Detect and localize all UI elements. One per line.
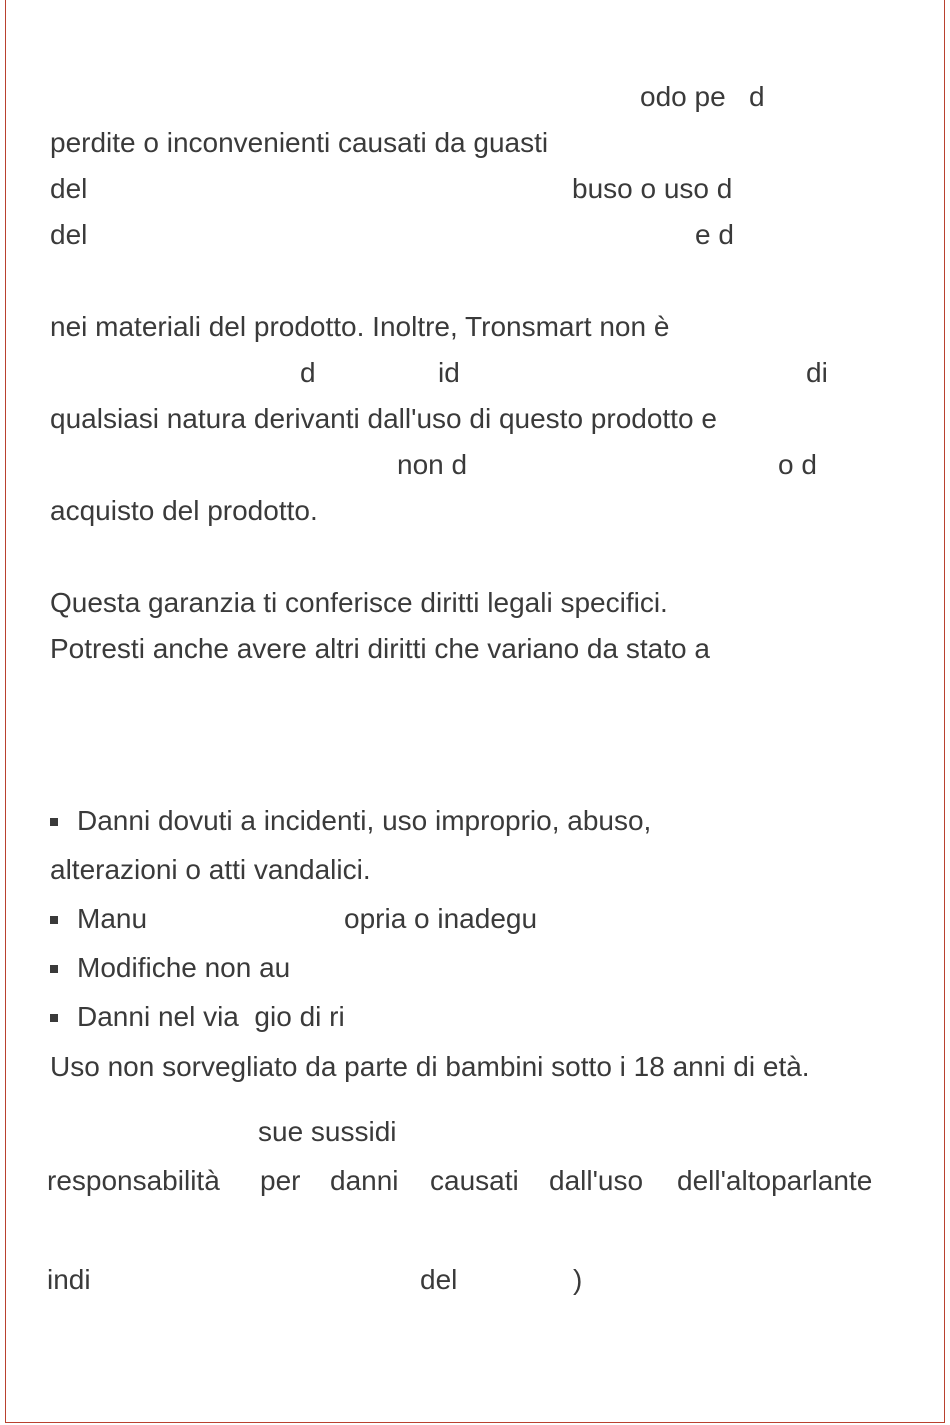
p3-line-1: sue sussidi bbox=[258, 1116, 397, 1147]
p3-word-6: dell'altoparlante bbox=[677, 1165, 873, 1196]
p1-line-6-c: di bbox=[806, 357, 828, 388]
exclusion-item-3: Modifiche non au bbox=[77, 952, 291, 983]
p3-word-3: danni bbox=[330, 1165, 399, 1196]
p1-line-3-start: del bbox=[50, 173, 88, 204]
p2-line-1: Questa garanzia ti conferisce diritti legali specifici. bbox=[50, 587, 668, 618]
exclusion-item-1: Danni dovuti a incidenti, uso improprio, abuso, bbox=[77, 805, 652, 836]
p1-line-1: odo pe d bbox=[640, 81, 765, 112]
p1-line-6-a: d bbox=[300, 357, 316, 388]
p1-line-7: qualsiasi natura derivanti dall'uso di questo prodotto e bbox=[50, 403, 717, 434]
p3-line-3-c: ) bbox=[573, 1264, 583, 1295]
exclusion-item-4: Danni nel via gio di ri bbox=[77, 1001, 345, 1032]
exclusion-item-2-start: Manu bbox=[77, 903, 148, 934]
exclusion-item-1-continued: alterazioni o atti vandalici. bbox=[50, 854, 371, 885]
exclusion-final-line: Uso non sorvegliato da parte di bambini sotto i 18 anni di età. bbox=[50, 1051, 810, 1082]
p1-line-8-a: non d bbox=[397, 449, 468, 480]
bullet-1 bbox=[50, 818, 58, 826]
p3-word-2: per bbox=[260, 1165, 301, 1196]
bullet-2 bbox=[50, 916, 58, 924]
p3-line-3-a: indi bbox=[47, 1264, 91, 1295]
p1-line-8-b: o d bbox=[778, 449, 817, 480]
bullet-3 bbox=[50, 965, 58, 973]
p1-line-3-end: buso o uso d bbox=[572, 173, 733, 204]
p1-line-4-start: del bbox=[50, 219, 88, 250]
p1-line-2: perdite o inconvenienti causati da guasti bbox=[50, 127, 549, 158]
p3-word-5: dall'uso bbox=[549, 1165, 644, 1196]
page-border bbox=[5, 0, 945, 1423]
exclusion-item-2-end: opria o inadegu bbox=[344, 903, 538, 934]
p3-word-1: responsabilità bbox=[47, 1165, 220, 1196]
p2-line-2: Potresti anche avere altri diritti che variano da stato a bbox=[50, 633, 710, 664]
bullet-4 bbox=[50, 1014, 58, 1022]
p1-line-9: acquisto del prodotto. bbox=[50, 495, 318, 526]
p3-line-2 bbox=[47, 1164, 899, 1198]
p1-line-4-end: e d bbox=[695, 219, 734, 250]
p1-line-5: nei materiali del prodotto. Inoltre, Tronsmart non è bbox=[50, 311, 670, 342]
p3-line-3-b: del bbox=[420, 1264, 458, 1295]
p1-line-6-b: id bbox=[438, 357, 460, 388]
p3-word-4: causati bbox=[430, 1165, 519, 1196]
